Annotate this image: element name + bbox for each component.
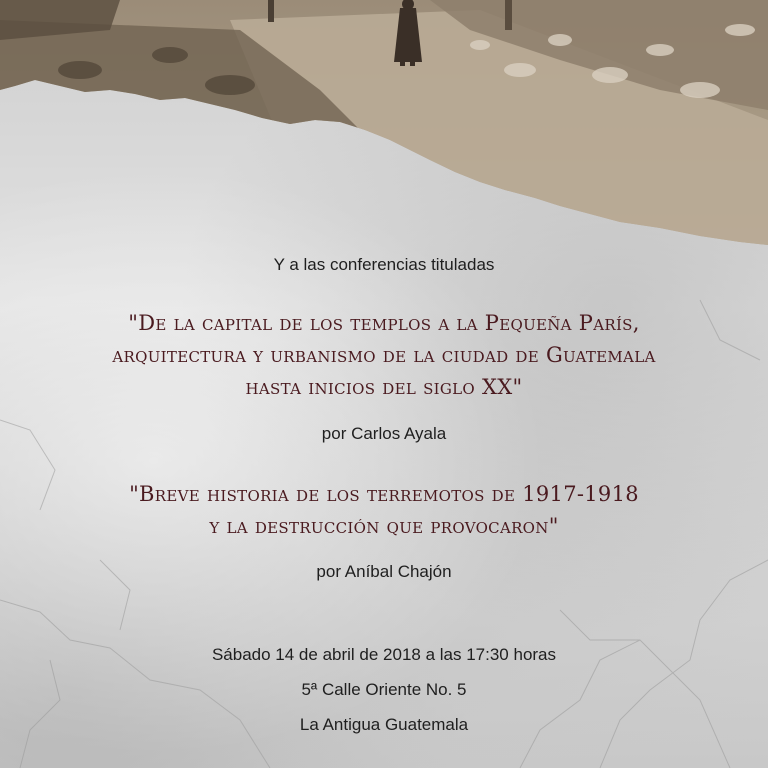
event-date-time: Sábado 14 de abril de 2018 a las 17:30 horas xyxy=(211,645,557,664)
talk2-speaker: por Aníbal Chajón xyxy=(316,562,452,581)
event-address: 5ª Calle Oriente No. 5 xyxy=(301,680,467,699)
talk2-title-line-1: "Breve historia de los terremotos de 1917-1918 xyxy=(129,482,639,506)
event-city: La Antigua Guatemala xyxy=(299,715,469,734)
talk1-title-line-1: "De la capital de los templos a la Pequeña París, xyxy=(128,311,640,335)
talk1-title-line-2: arquitectura y urbanismo de la ciudad de Guatemala xyxy=(112,343,656,367)
talk1-title-line-3: hasta inicios del siglo XX" xyxy=(245,375,523,399)
talk1-speaker: por Carlos Ayala xyxy=(321,424,447,443)
talk2-title-line-2: y la destrucción que provocaron" xyxy=(209,514,559,538)
intro-text: Y a las conferencias tituladas xyxy=(273,255,495,274)
